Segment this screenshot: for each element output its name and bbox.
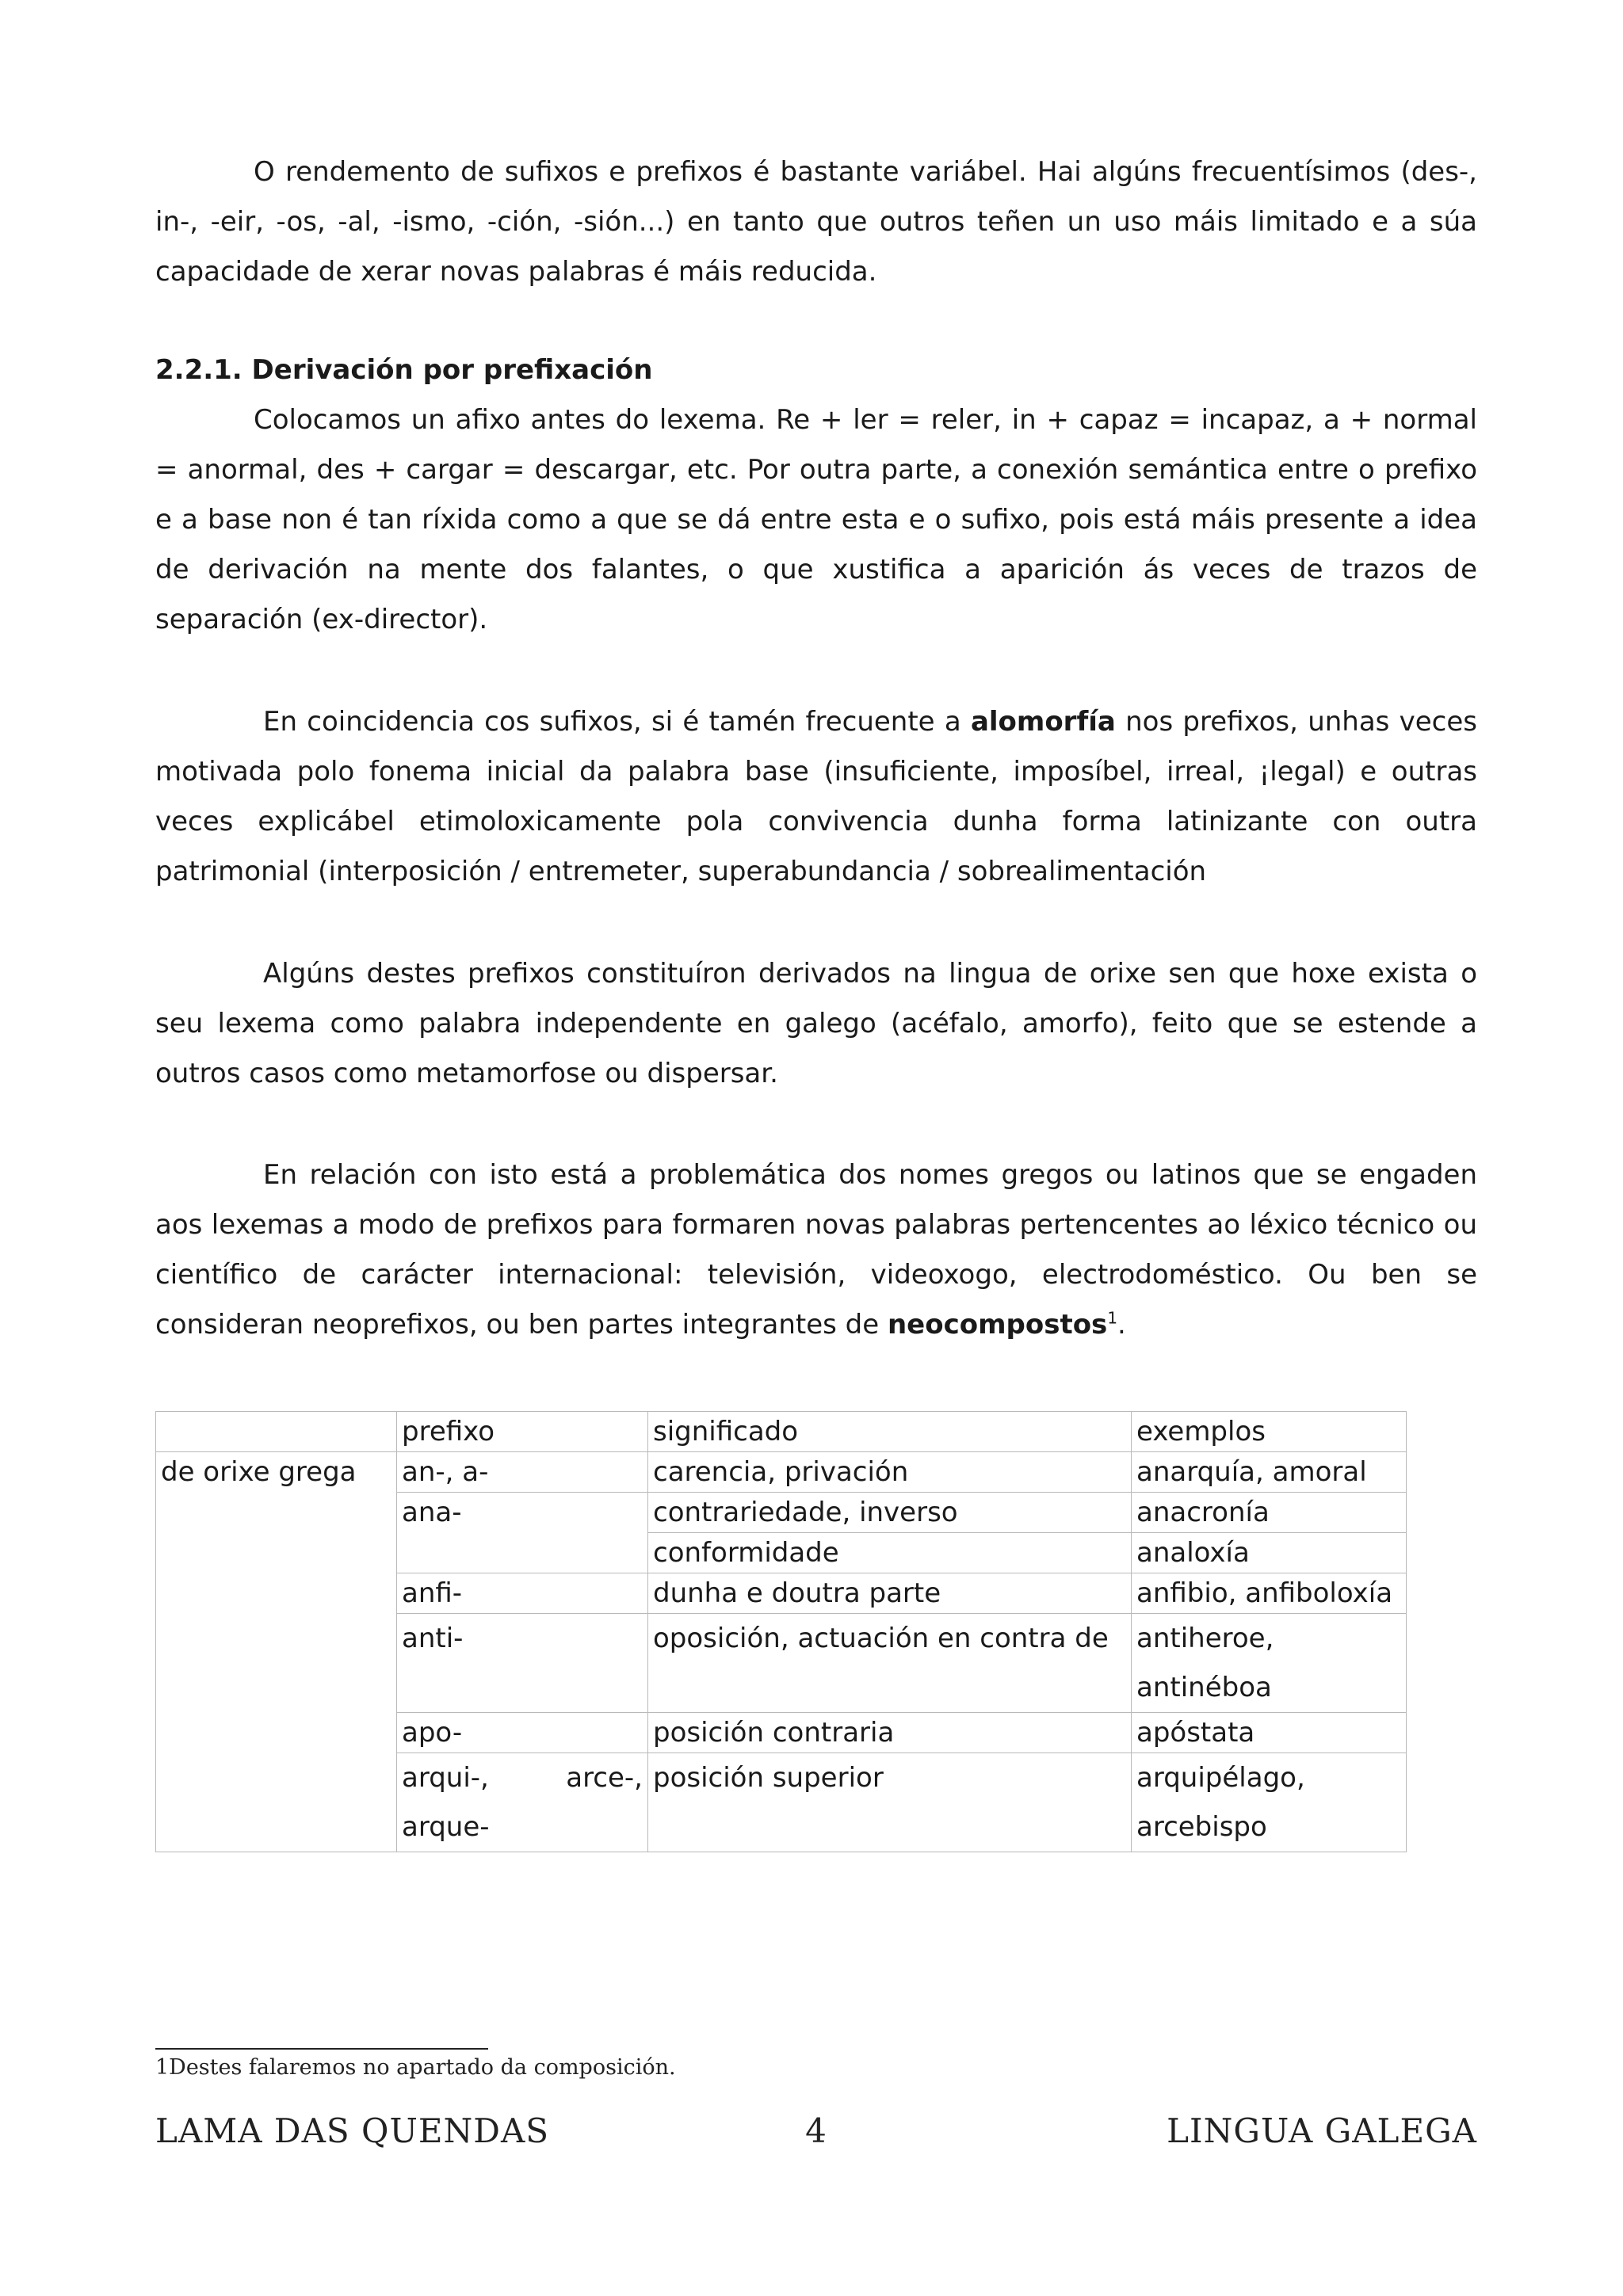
paragraph-neoprefixes — [155, 1150, 1477, 1350]
prefix-part: arqui-, — [402, 1762, 489, 1794]
bold-term-alomorfia: alomorfía — [970, 706, 1116, 738]
footnote-reference[interactable]: 1 — [1107, 1308, 1118, 1328]
examples-line: antiheroe, — [1136, 1623, 1274, 1654]
prefix-part: arce-, — [566, 1762, 643, 1794]
paragraph-text: O rendemento de sufixos e prefixos é bastante variábel. Hai algúns frecuentísimos (des-, in-, -eir, -os, -al, -ismo, -ción, -sión...) en tanto que outros teñen un uso máis limitado e a súa capacidade de xerar novas palabras é máis reducida. — [155, 156, 1477, 288]
page-footer — [155, 2111, 1477, 2159]
examples-cell — [1132, 1614, 1407, 1713]
paragraph-text: En relación con isto está a problemática dos nomes gregos ou latinos que se engaden aos lexemas a modo de prefixos para formaren novas palabras pertencentes ao léxico técnico ou científico de carácter internacional: televisión, videoxogo, electrodoméstico. Ou ben se consideran neoprefixos, ou ben partes integrantes de — [155, 1159, 1477, 1341]
prefix-cell — [397, 1753, 648, 1852]
examples-line: antinéboa — [1136, 1672, 1272, 1703]
examples-line: arquipélago, — [1136, 1762, 1305, 1794]
paragraph-text: . — [1117, 1309, 1126, 1341]
footer-school-name: LAMA DAS QUENDAS — [155, 2111, 550, 2150]
meaning-cell: contrariedade, inverso — [648, 1493, 1132, 1533]
examples-cell — [1132, 1753, 1407, 1852]
examples-cell: apóstata — [1132, 1713, 1407, 1753]
paragraph-text: Algúns destes prefixos constituíron derivados na lingua de orixe sen que hoxe exista o seu lexema como palabra independente en galego (acéfalo, amorfo), feito que se estende a outros casos como metamorfose ou dispersar. — [155, 958, 1477, 1089]
page-number: 4 — [805, 2111, 827, 2150]
prefix-cell: an-, a- — [397, 1452, 648, 1493]
prefix-table — [155, 1411, 1407, 1852]
paragraph-prefix-definition: Colocamos un afixo antes do lexema. Re + ler = reler, in + capaz = incapaz, a + normal = anormal, des + cargar = descargar, etc. Por outra parte, a conexión semántica entre o prefixo e a base non é tan ríxida como a que se dá entre esta e o sufixo, pois está máis presente a idea de derivación na mente dos falantes, o que xustifica a aparición ás veces de trazos de separación (ex-director). — [155, 404, 1477, 635]
footer-subject: LINGUA GALEGA — [1167, 2111, 1477, 2150]
prefix-line: arque- — [402, 1811, 490, 1843]
section-heading: 2.2.1. Derivación por prefixación — [155, 354, 653, 386]
meaning-cell: carencia, privación — [648, 1452, 1132, 1493]
paragraph-text: nos prefixos, unhas veces motivada polo fonema inicial da palabra base (insuficiente, imposíbel, irreal, ¡legal) e outras veces explicábel etimoloxicamente pola convivencia dunha forma latinizante con outra patrimonial (interposición / entremeter, superabundancia / sobrealimentación — [155, 706, 1477, 887]
footnote-divider — [155, 2048, 488, 2050]
prefix-cell: ana- — [397, 1493, 648, 1573]
meaning-cell: posición contraria — [648, 1713, 1132, 1753]
examples-cell: anarquía, amoral — [1132, 1452, 1407, 1493]
prefix-cell: anfi- — [397, 1573, 648, 1614]
meaning-cell: dunha e doutra parte — [648, 1573, 1132, 1614]
meaning-cell: conformidade — [648, 1533, 1132, 1573]
paragraph-suffix-yield — [155, 147, 1477, 297]
examples-cell: analoxía — [1132, 1533, 1407, 1573]
section-prefixation — [155, 345, 1477, 645]
paragraph-allomorphy — [155, 697, 1477, 897]
table-row — [156, 1452, 1407, 1493]
table-header-cell — [156, 1412, 397, 1452]
paragraph-text: En coincidencia cos sufixos, si é tamén frecuente a — [263, 706, 971, 738]
prefix-cell: anti- — [397, 1614, 648, 1713]
examples-cell: anacronía — [1132, 1493, 1407, 1533]
bold-term-neocompostos: neocompostos — [887, 1309, 1108, 1341]
paragraph-origin-derivatives — [155, 949, 1477, 1099]
table-header-cell: significado — [648, 1412, 1132, 1452]
meaning-cell: posición superior — [648, 1753, 1132, 1852]
origin-cell: de orixe grega — [156, 1452, 397, 1852]
examples-cell: anfibio, anfiboloxía — [1132, 1573, 1407, 1614]
footnote-text: 1Destes falaremos no apartado da composición. — [155, 2055, 676, 2080]
table-header-cell: exemplos — [1132, 1412, 1407, 1452]
table-header-cell: prefixo — [397, 1412, 648, 1452]
meaning-cell: oposición, actuación en contra de — [648, 1614, 1132, 1713]
prefix-cell: apo- — [397, 1713, 648, 1753]
examples-line: arcebispo — [1136, 1811, 1267, 1843]
prefix-line — [402, 1753, 643, 1802]
table-header-row — [156, 1412, 1407, 1452]
